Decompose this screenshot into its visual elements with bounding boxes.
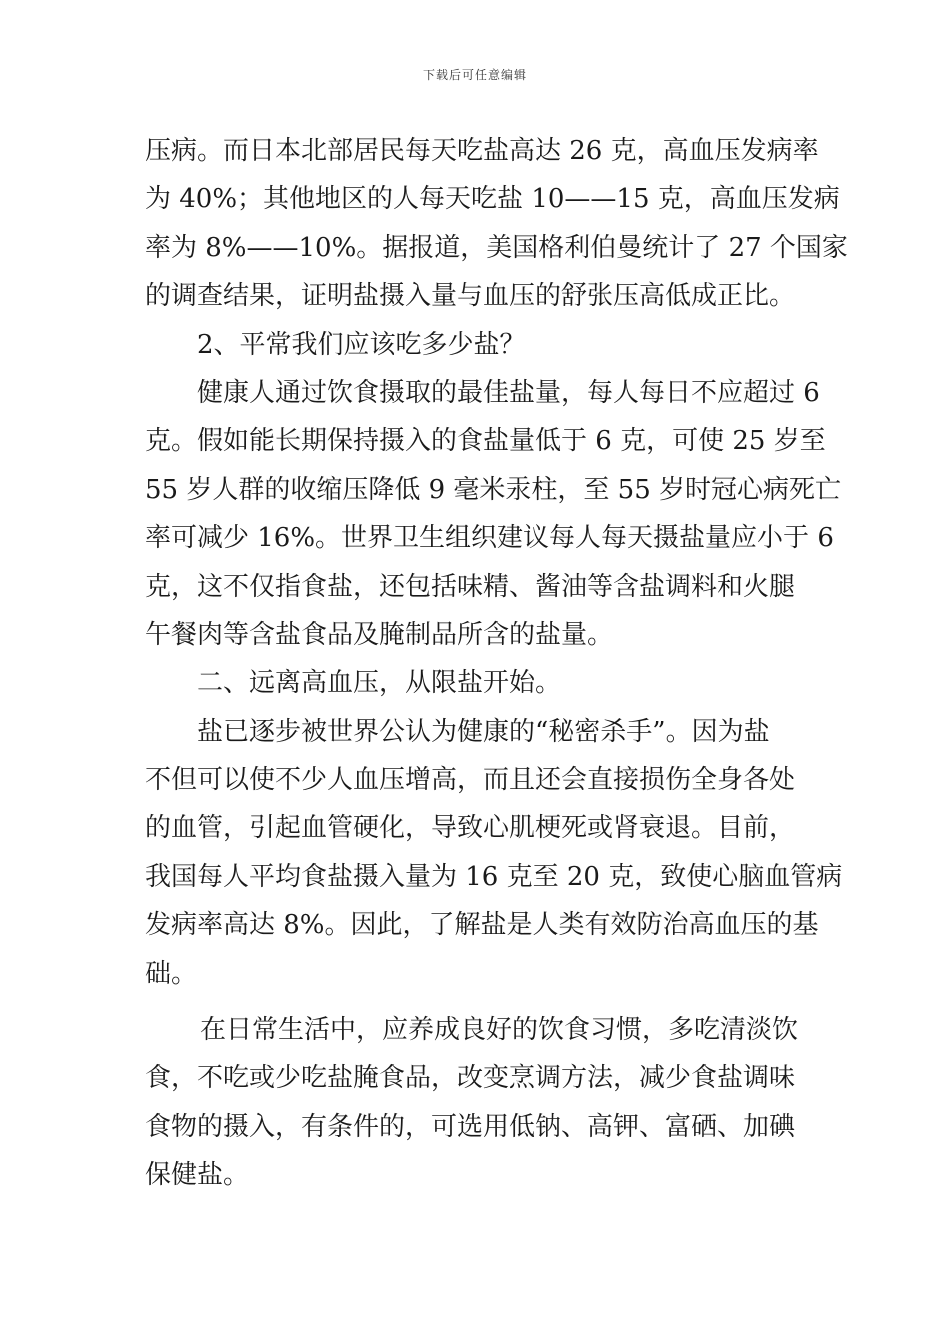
text-line: 率可减少 16%。世界卫生组织建议每人每天摄盐量应小于 6 [145,523,834,554]
text-line: 健康人通过饮食摄取的最佳盐量，每人每日不应超过 6 [197,377,820,408]
text-line: 的调查结果，证明盐摄入量与血压的舒张压高低成正比。 [145,281,796,312]
text-line: 在日常生活中，应养成良好的饮食习惯，多吃清淡饮 [200,1015,799,1046]
text-line: 不但可以使不少人血压增高，而且还会直接损伤全身各处 [145,765,796,796]
text-line: 55 岁人群的收缩压降低 9 毫米汞柱，至 55 岁时冠心病死亡 [145,474,842,505]
text-line: 保健盐。 [145,1160,250,1191]
text-line: 食物的摄入，有条件的，可选用低钠、高钾、富硒、加碘 [145,1111,796,1142]
text-line: 发病率高达 8%。因此，了解盐是人类有效防治高血压的基 [145,910,819,941]
text-line: 的血管，引起血管硬化，导致心肌梗死或肾衰退。目前， [145,813,796,844]
section-heading: 2、平常我们应该吃多少盐？ [197,329,526,360]
text-line: 我国每人平均食盐摄入量为 16 克至 20 克，致使心脑血管病 [145,861,843,892]
text-line: 食，不吃或少吃盐腌食品，改变烹调方法，减少食盐调味 [145,1063,796,1094]
text-line: 压病。而日本北部居民每天吃盐高达 26 克，高血压发病率 [145,136,819,166]
text-line: 率为 8%——10%。据报道，美国格利伯曼统计了 27 个国家 [145,232,848,263]
document-body [145,127,848,1200]
section-heading: 二、远离高血压，从限盐开始。 [197,668,562,699]
text-line: 础。 [145,958,198,989]
text-line: 盐已逐步被世界公认为健康的“秘密杀手”。因为盐 [197,716,770,747]
page-header: 下载后可任意编辑 [422,68,527,82]
text-line: 克，这不仅指食盐，还包括味精、酱油等含盐调料和火腿 [145,571,796,602]
text-line: 克。假如能长期保持摄入的食盐量低于 6 克，可使 25 岁至 [145,426,826,457]
text-line: 午餐肉等含盐食品及腌制品所含的盐量。 [145,619,614,650]
text-line: 为 40%；其他地区的人每天吃盐 10——15 克，高血压发病 [145,184,840,215]
paragraph-gap [145,998,815,1006]
